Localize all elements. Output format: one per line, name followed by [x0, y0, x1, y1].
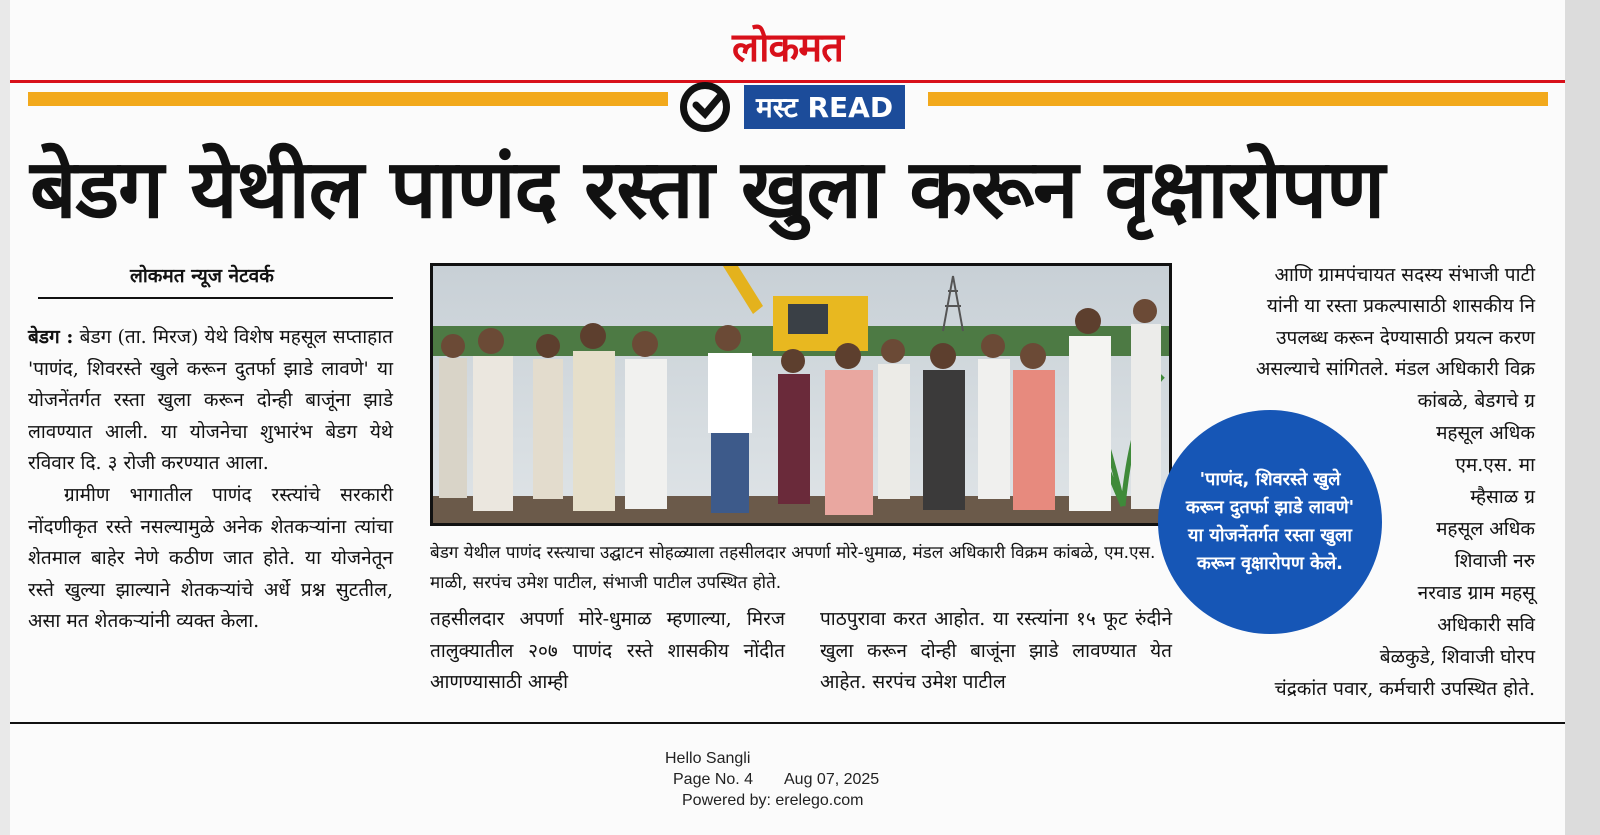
paragraph-1-text: बेडग (ता. मिरज) येथे विशेष महसूल सप्ताहात 'पाणंद, शिवरस्ते खुले करून दुतर्फा झाडे लावणे' या योजनेंतर्गत रस्ता खुला करून दोन्ही बाजूंना झाडे लावण्यात आली. या योजनेचा शुभारंभ बेडग येथे रविवार दि. ३ रोजी करण्यात आला. — [28, 326, 393, 475]
newspaper-page — [10, 0, 1565, 835]
group-photo-illustration — [433, 266, 1169, 523]
page-edge — [1565, 0, 1600, 835]
col4-line: एम.एस. मा — [1455, 454, 1535, 476]
col4-line: अधिकारी सवि — [1437, 614, 1535, 636]
article-column-3: पाठपुरावा करत आहोत. या रस्त्यांना १५ फूट रुंदीने खुला करून दोन्ही बाजूंना झाडे लावण्यात येत आहेत. सरपंच उमेश पाटील — [820, 608, 1172, 694]
col4-line: महसूल अधिक — [1436, 422, 1535, 444]
pull-quote-circle — [1158, 410, 1382, 634]
orange-bar-left — [28, 92, 668, 106]
article-column-2: तहसीलदार अपर्णा मोरे-धुमाळ म्हणाल्या, मिरज तालुक्यातील २०७ पाणंद रस्ते शासकीय नोंदीत आणण्यासाठी आम्ही — [430, 608, 785, 694]
pull-quote-text: 'पाणंद, शिवरस्ते खुले करून दुतर्फा झाडे लावणे' या योजनेंतर्गत रस्ता खुला करून वृक्षारोपण केले. — [1185, 469, 1355, 574]
footer-edition: Hello Sangli — [665, 750, 751, 767]
col4-line: चंद्रकांत पवार, कर्मचारी उपस्थित होते. — [1274, 678, 1535, 700]
footer-page-number: Page No. 4 — [673, 771, 754, 788]
col4-line: म्हैसाळ ग्र — [1470, 486, 1535, 508]
masthead-logo: लोकमत — [732, 25, 843, 71]
orange-bar-right — [928, 92, 1548, 106]
col4-line: उपलब्ध करून देण्यासाठी प्रयत्न करण — [1276, 327, 1535, 349]
col4-line: शिवाजी नरु — [1454, 550, 1535, 572]
page-bottom-rule — [10, 722, 1565, 724]
article-photo — [430, 263, 1172, 526]
must-read-badge — [680, 82, 905, 132]
paragraph-2: ग्रामीण भागातील पाणंद रस्त्यांचे सरकारी नोंदणीकृत रस्ते नसल्यामुळे अनेक शेतकऱ्यांना त्यांचा शेतमाल बाहेर नेणे कठीण जात होते. या योजनेतून रस्ते खुल्या झाल्याने शेतकऱ्यांचे अर्धे प्रश्न सुटतील, असा मत शेतकऱ्यांनी व्यक्त केला. — [28, 483, 393, 633]
byline-rule — [38, 297, 393, 299]
col4-line: यांनी या रस्ता प्रकल्पासाठी शासकीय नि — [1266, 295, 1535, 317]
col4-line: कांबळे, बेडगचे ग्र — [1417, 390, 1535, 412]
check-icon — [680, 82, 730, 132]
footer-date: Aug 07, 2025 — [784, 771, 880, 788]
col4-line: आणि ग्रामपंचायत सदस्य संभाजी पाटी — [1274, 264, 1535, 286]
footer-powered-by: Powered by: erelego.com — [682, 792, 864, 809]
col4-line: बेळकुडे, शिवाजी घोरप — [1379, 646, 1535, 668]
must-read-label: मस्ट READ — [744, 85, 905, 129]
article-column-1 — [28, 322, 393, 638]
photo-caption: बेडग येथील पाणंद रस्त्याचा उद्घाटन सोहळ्याला तहसीलदार अपर्णा मोरे-धुमाळ, मंडल अधिकारी विक्रम कांबळे, एम.एस. माळी, सरपंच उमेश पाटील, संभाजी पाटील उपस्थित होते. — [430, 543, 1156, 593]
col4-line: महसूल अधिक — [1436, 518, 1535, 540]
article-headline: बेडग येथील पाणंद रस्ता खुला करून वृक्षारोपण — [30, 142, 1385, 237]
paragraph-1 — [28, 322, 393, 480]
col4-line: असल्याचे सांगितले. मंडल अधिकारी विक्र — [1255, 358, 1535, 380]
byline: लोकमत न्यूज नेटवर्क — [130, 265, 274, 287]
col4-line: नरवाड ग्राम महसू — [1417, 582, 1535, 604]
dateline: बेडग : — [28, 326, 74, 348]
